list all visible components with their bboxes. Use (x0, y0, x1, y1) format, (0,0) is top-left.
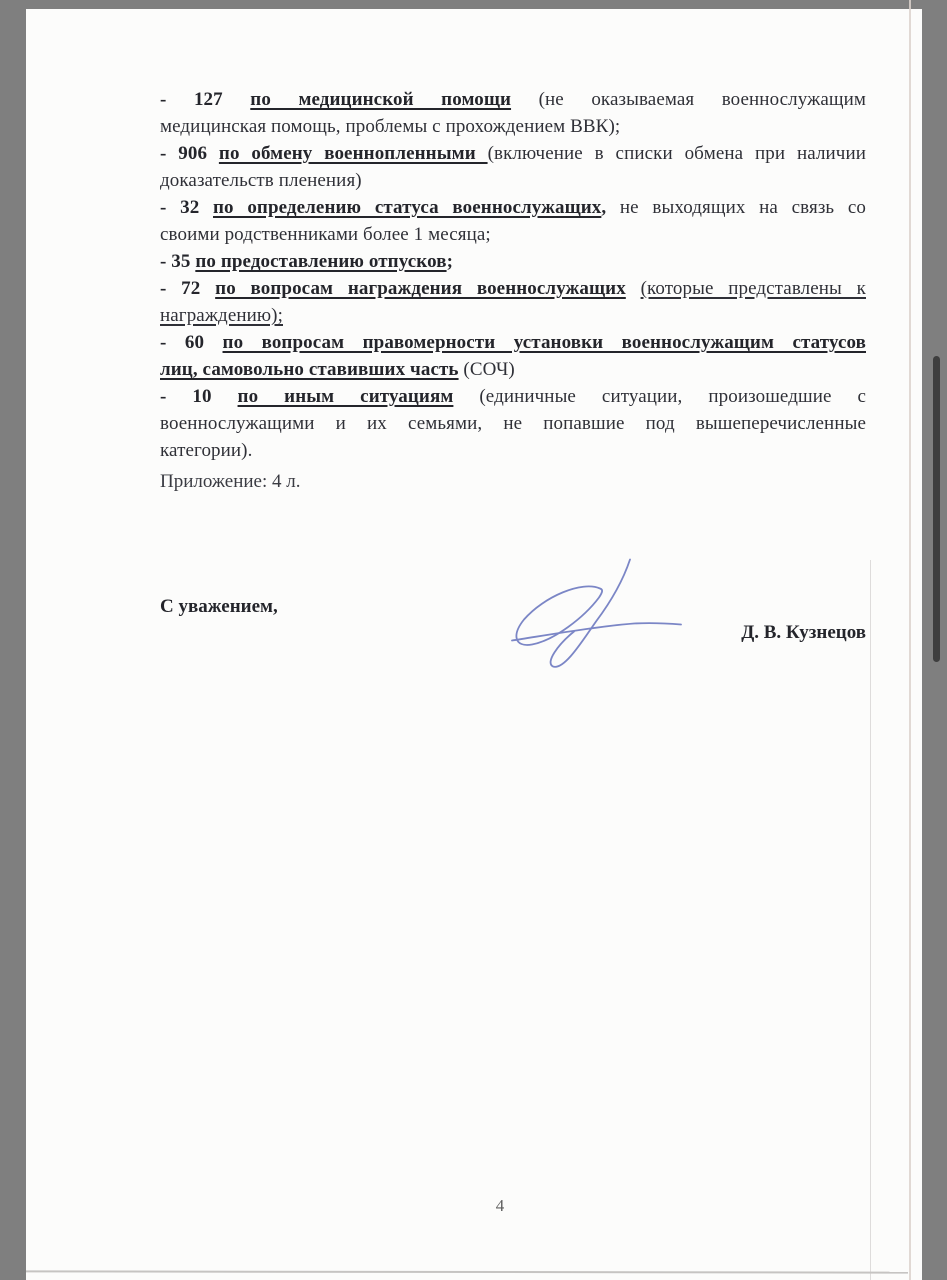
text-segment: по определению статуса военнослужащих (213, 197, 602, 218)
page-number: 4 (495, 1196, 505, 1215)
text-segment: лиц, самовольно ставивших часть (160, 359, 459, 380)
document-line (160, 167, 866, 194)
text-segment: (СОЧ) (458, 359, 515, 380)
document-line (160, 329, 866, 356)
text-segment: по вопросам правомерности установки военнослужащим статусов (222, 332, 866, 353)
viewer-frame-left (0, 0, 26, 1280)
text-segment: награждению); (160, 305, 283, 326)
document-line (160, 383, 866, 410)
text-segment: по иным ситуациям (237, 386, 454, 407)
text-segment: по вопросам награждения военнослужащих (215, 278, 626, 299)
text-segment: по обмену военнопленными (218, 143, 488, 164)
viewer-frame-top (0, 0, 947, 9)
attachment-note: Приложение: 4 л. (160, 471, 301, 492)
text-segment: - 127 (160, 89, 251, 110)
text-segment: медицинская помощь, проблемы с прохождением ВВК); (160, 116, 621, 137)
text-segment: - 60 (160, 332, 223, 353)
text-segment: своими родственниками более 1 месяца; (160, 224, 491, 245)
signer-name: Д. В. Кузнецов (741, 622, 866, 643)
text-segment: - 32 (160, 197, 213, 218)
text-segment: (единичные ситуации, произошедшие с (453, 386, 866, 407)
document-line (160, 140, 866, 167)
document-line (160, 302, 866, 329)
page-edge-line (909, 0, 911, 1280)
text-segment (626, 278, 641, 299)
text-segment: не выходящих на связь со (606, 197, 866, 218)
document-line (160, 437, 866, 464)
document-page (26, 9, 922, 1280)
text-segment: (не оказываемая военнослужащим (511, 89, 866, 110)
page-edge-line-faint (870, 560, 871, 1280)
document-text-block (160, 86, 866, 464)
document-line (160, 113, 866, 140)
text-segment: ; (446, 251, 453, 272)
document-line (160, 248, 866, 275)
closing-salutation: С уважением, (160, 596, 278, 617)
document-line (160, 410, 866, 437)
text-segment: доказательств пленения) (160, 170, 362, 191)
document-line (160, 86, 866, 113)
document-line (160, 356, 866, 383)
scrollbar-thumb[interactable] (933, 356, 940, 662)
document-line (160, 275, 866, 302)
text-segment: (которые представлены к (640, 278, 866, 299)
text-segment: категории). (160, 440, 253, 461)
handwritten-signature (484, 542, 704, 687)
document-line (160, 194, 866, 221)
text-segment: по медицинской помощи (250, 89, 512, 110)
text-segment: - 10 (160, 386, 238, 407)
text-segment: - 72 (160, 278, 216, 299)
text-segment: военнослужащими и их семьями, не попавшие под вышеперечисленные (160, 413, 866, 434)
text-segment: - 906 (160, 143, 219, 164)
text-segment: - 35 (160, 251, 196, 272)
text-segment: по предоставлению отпусков (195, 251, 447, 272)
text-segment: (включение в списки обмена при наличии (487, 143, 866, 164)
text-segment: , (601, 197, 607, 218)
document-line (160, 221, 866, 248)
